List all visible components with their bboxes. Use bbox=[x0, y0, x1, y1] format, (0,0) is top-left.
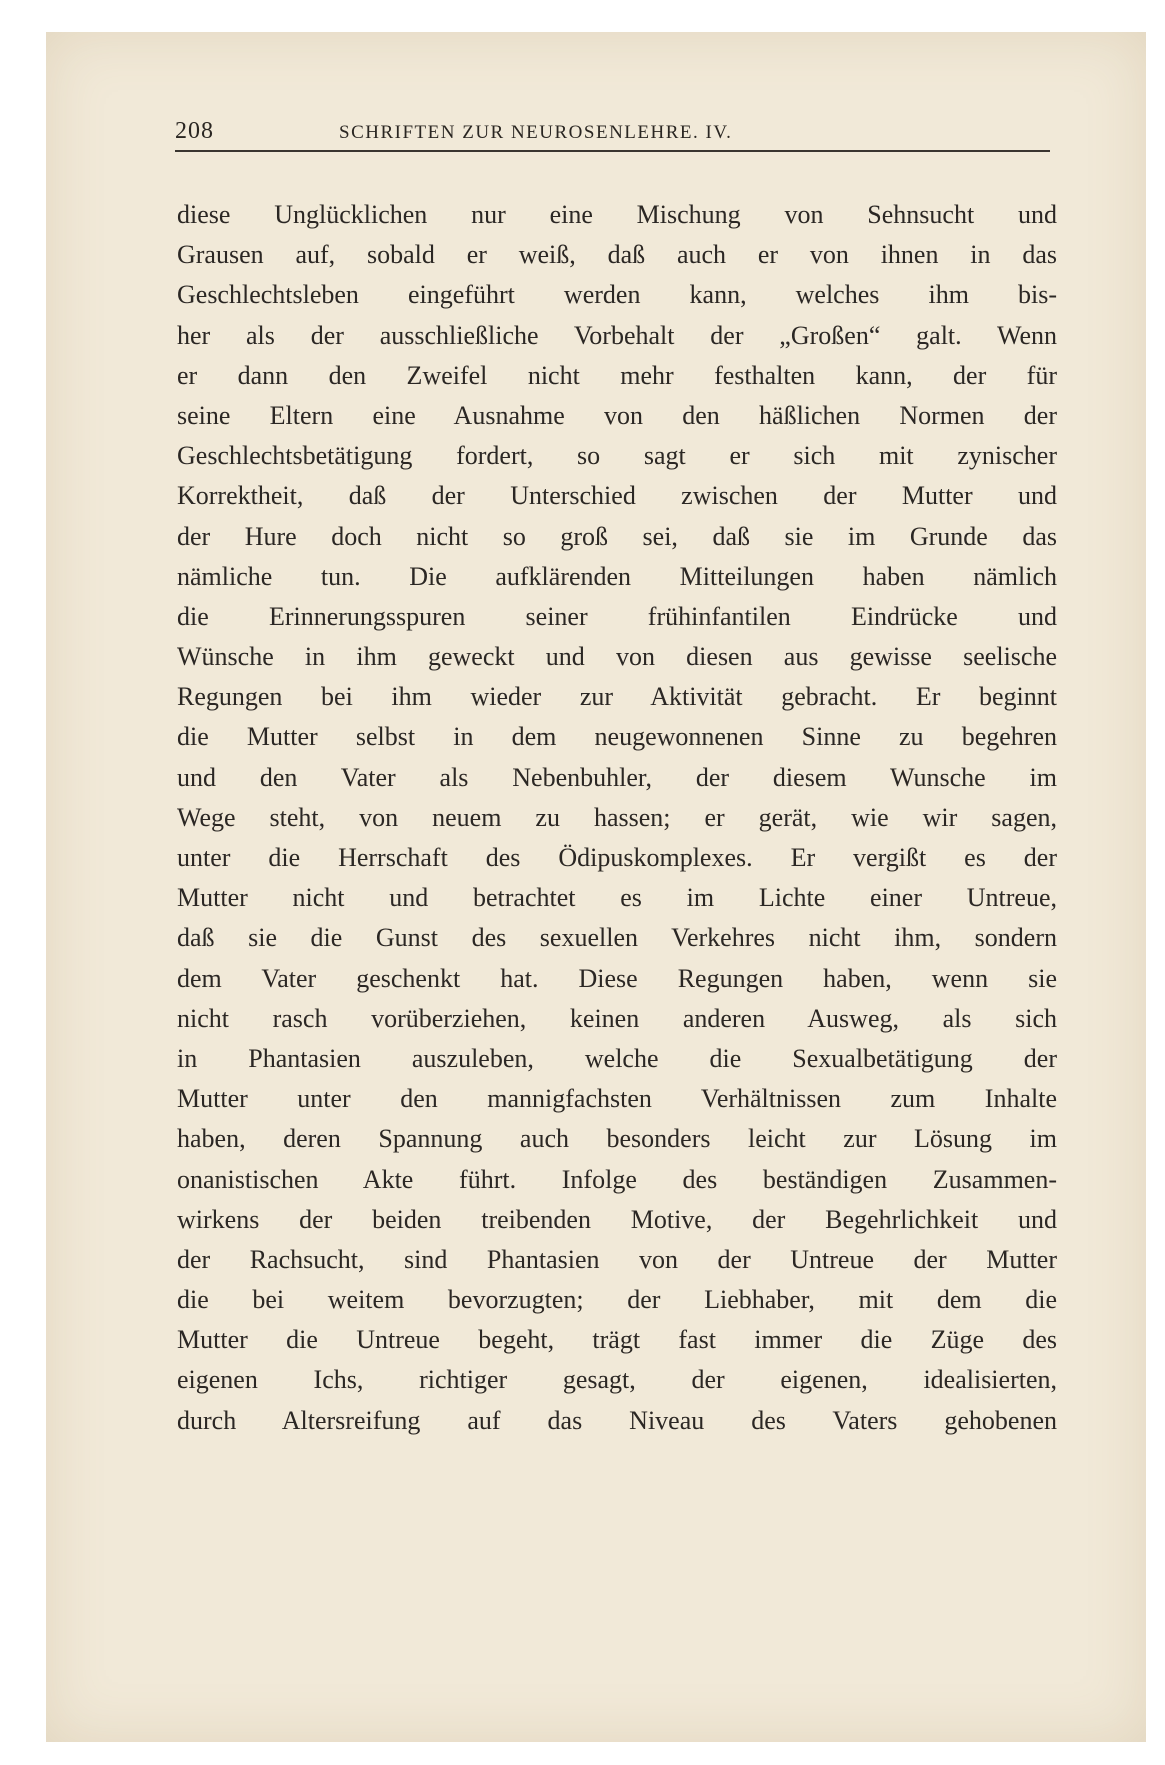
text-line: der Rachsucht, sind Phantasien von der Untreue der Mutter bbox=[177, 1244, 1057, 1274]
text-line: nämliche tun. Die aufklärenden Mitteilungen haben nämlich bbox=[177, 561, 1057, 591]
text-line: Mutter die Untreue begeht, trägt fast immer die Züge des bbox=[177, 1325, 1057, 1355]
text-line: Geschlechtsbetätigung fordert, so sagt er sich mit zynischer bbox=[177, 441, 1057, 471]
body-text bbox=[177, 195, 1057, 1441]
text-line: nicht rasch vorüberziehen, keinen anderen Ausweg, als sich bbox=[177, 1003, 1057, 1033]
text-line: Mutter unter den mannigfachsten Verhältnissen zum Inhalte bbox=[177, 1084, 1057, 1114]
text-line: unter die Herrschaft des Ödipuskomplexes. Er vergißt es der bbox=[177, 843, 1057, 872]
running-head: SCHRIFTEN ZUR NEUROSENLEHRE. IV. bbox=[339, 122, 733, 143]
text-line: haben, deren Spannung auch besonders leicht zur Lösung im bbox=[177, 1124, 1057, 1154]
text-line: der Hure doch nicht so groß sei, daß sie im Grunde das bbox=[177, 521, 1057, 551]
text-line: die Mutter selbst in dem neugewonnenen Sinne zu begehren bbox=[177, 722, 1057, 752]
text-line: her als der ausschließliche Vorbehalt der „Großen“ galt. Wenn bbox=[177, 320, 1057, 350]
text-line: die bei weitem bevorzugten; der Liebhaber, mit dem die bbox=[177, 1285, 1057, 1315]
text-line: onanistischen Akte führt. Infolge des beständigen Zusammen- bbox=[177, 1164, 1057, 1194]
header-rule bbox=[175, 150, 1050, 152]
text-line: und den Vater als Nebenbuhler, der diesem Wunsche im bbox=[177, 762, 1057, 792]
page-header bbox=[175, 118, 1025, 158]
text-line: Geschlechtsleben eingeführt werden kann, welches ihm bis- bbox=[177, 280, 1057, 310]
text-line: dem Vater geschenkt hat. Diese Regungen haben, wenn sie bbox=[177, 963, 1057, 993]
text-line: eigenen Ichs, richtiger gesagt, der eigenen, idealisierten, bbox=[177, 1365, 1057, 1395]
text-line: wirkens der beiden treibenden Motive, der Begehrlichkeit und bbox=[177, 1204, 1057, 1234]
text-line: Mutter nicht und betrachtet es im Lichte einer Untreue, bbox=[177, 883, 1057, 913]
text-line: Wege steht, von neuem zu hassen; er gerät, wie wir sagen, bbox=[177, 802, 1057, 832]
text-line: seine Eltern eine Ausnahme von den häßlichen Normen der bbox=[177, 400, 1057, 430]
text-line: Grausen auf, sobald er weiß, daß auch er von ihnen in das bbox=[177, 240, 1057, 270]
text-line: daß sie die Gunst des sexuellen Verkehres nicht ihm, sondern bbox=[177, 923, 1057, 953]
text-line: diese Unglücklichen nur eine Mischung von Sehnsucht und bbox=[177, 200, 1057, 229]
text-line: Korrektheit, daß der Unterschied zwischen der Mutter und bbox=[177, 481, 1057, 511]
text-line: Wünsche in ihm geweckt und von diesen aus gewisse seelische bbox=[177, 642, 1057, 672]
text-line: die Erinnerungsspuren seiner frühinfantilen Eindrücke und bbox=[177, 601, 1057, 631]
text-line: in Phantasien auszuleben, welche die Sexualbetätigung der bbox=[177, 1043, 1057, 1073]
text-line: durch Altersreifung auf das Niveau des Vaters gehobenen bbox=[177, 1405, 1057, 1435]
text-line: Regungen bei ihm wieder zur Aktivität gebracht. Er beginnt bbox=[177, 682, 1057, 712]
text-line: er dann den Zweifel nicht mehr festhalten kann, der für bbox=[177, 360, 1057, 390]
page-number: 208 bbox=[175, 118, 214, 144]
